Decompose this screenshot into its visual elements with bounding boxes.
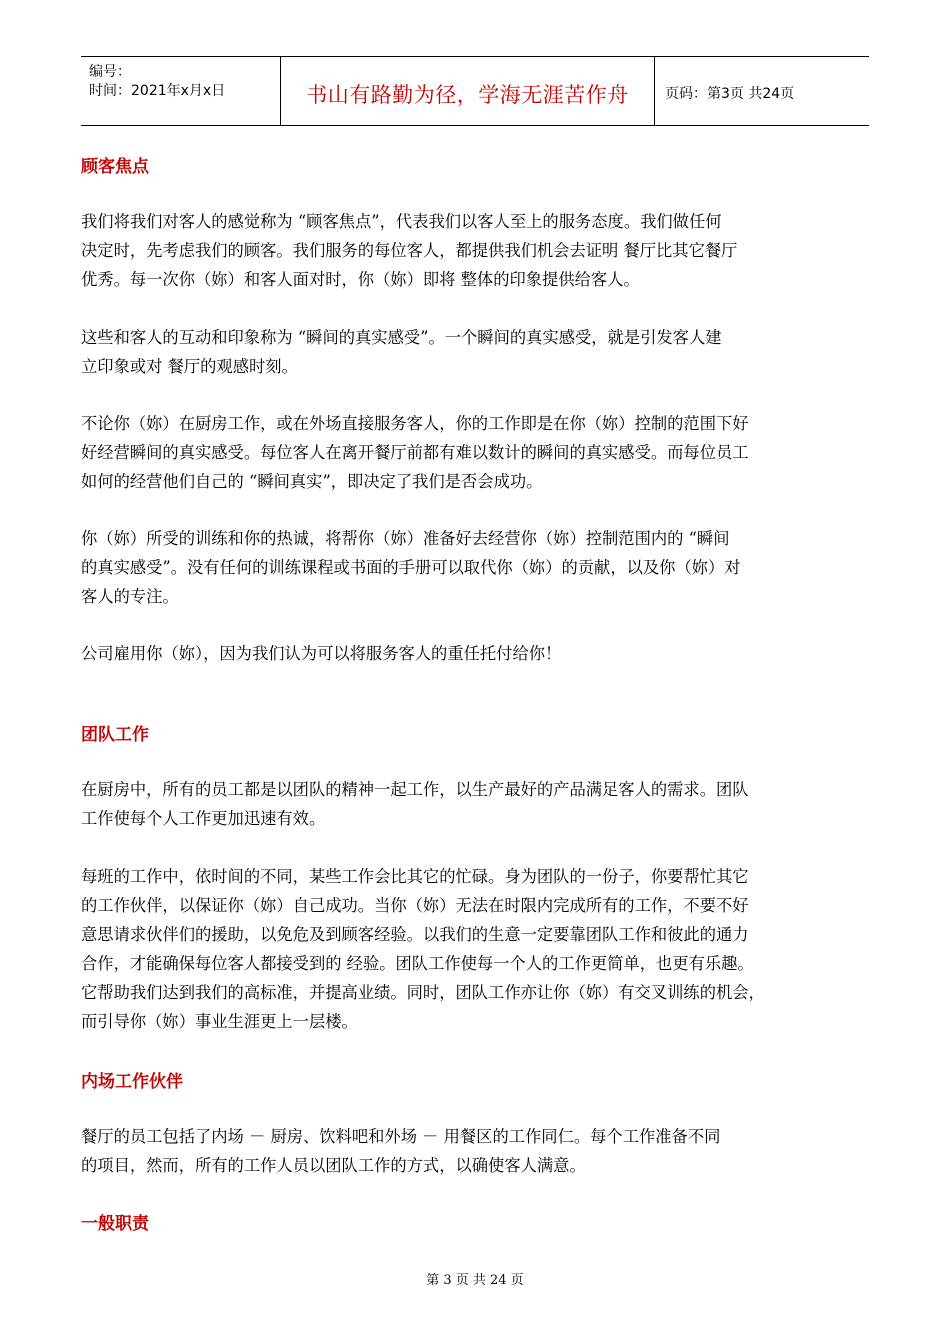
- paragraph-customer-focus-5: [81, 639, 871, 668]
- document-date-label: 时间：2021年x月x日: [89, 83, 226, 99]
- header-motto: 书山有路勤为径，学海无涯苦作舟: [306, 83, 629, 107]
- text-line: 公司雇用你（妳），因为我们认为可以将服务客人的重任托付给你！: [81, 644, 562, 663]
- paragraph-customer-focus-3: [81, 409, 871, 496]
- header-page-cell: [655, 57, 869, 125]
- text-line: 的项目，然而，所有的工作人员以团队工作的方式，以确使客人满意。: [81, 1156, 586, 1175]
- text-line: 合作，才能确保每位客人都接受到的 经验。团队工作使每一个人的工作更简单，也更有乐趣。: [81, 954, 754, 973]
- text-line: 立印象或对 餐厅的观感时刻。: [81, 357, 298, 376]
- text-line: 如何的经营他们自己的 “瞬间真实”，即决定了我们是否会成功。: [81, 472, 543, 491]
- text-line: 意思请求伙伴们的援助，以免危及到顾客经验。以我们的生意一定要靠团队工作和彼此的通力: [81, 925, 749, 944]
- text-line: 客人的专注。: [81, 587, 179, 606]
- paragraph-customer-focus-4: [81, 524, 871, 611]
- paragraph-customer-focus-1: [81, 207, 871, 294]
- section-title-general-duties: 一般职责: [81, 1214, 149, 1234]
- text-line: 在厨房中，所有的员工都是以团队的精神一起工作，以生产最好的产品满足客人的需求。团队: [81, 780, 749, 799]
- text-line: 每班的工作中，依时间的不同，某些工作会比其它的忙碌。身为团队的一份子，你要帮忙其它: [81, 867, 749, 886]
- header-page-info: 页码：第3页 共24页: [665, 86, 795, 102]
- text-line: 的真实感受”。没有任何的训练课程或书面的手册可以取代你（妳）的贡献，以及你（妳）对: [81, 558, 741, 577]
- page-footer: 第 3 页 共 24 页: [426, 1273, 524, 1288]
- text-line: 它帮助我们达到我们的高标准，并提高业绩。同时，团队工作亦让你（妳）有交叉训练的机会，: [81, 983, 765, 1002]
- text-line: 你（妳）所受的训练和你的热诚，将帮你（妳）准备好去经营你（妳）控制范围内的 “瞬间: [81, 529, 730, 548]
- text-line: 优秀。每一次你（妳）和客人面对时，你（妳）即将 整体的印象提供给客人。: [81, 270, 640, 289]
- text-line: 不论你（妳）在厨房工作，或在外场直接服务客人，你的工作即是在你（妳）控制的范围下好: [81, 414, 749, 433]
- paragraph-back-of-house-partners: [81, 1122, 871, 1180]
- paragraph-teamwork-2: [81, 862, 871, 1036]
- text-line: 的工作伙伴，以保证你（妳）自己成功。当你（妳）无法在时限内完成所有的工作，不要不好: [81, 896, 749, 915]
- text-line: 这些和客人的互动和印象称为 “瞬间的真实感受”。一个瞬间的真实感受，就是引发客人建: [81, 328, 722, 347]
- section-title-back-of-house-partners: 内场工作伙伴: [81, 1072, 183, 1092]
- text-line: 餐厅的员工包括了内场 － 厨房、饮料吧和外场 － 用餐区的工作同仁。每个工作准备不同: [81, 1127, 721, 1146]
- paragraph-customer-focus-2: [81, 323, 871, 381]
- paragraph-teamwork-1: [81, 775, 871, 833]
- text-line: 好经营瞬间的真实感受。每位客人在离开餐厅前都有难以数计的瞬间的真实感受。而每位员工: [81, 443, 749, 462]
- header-motto-cell: [281, 57, 655, 125]
- text-line: 我们将我们对客人的感觉称为 “顾客焦点”，代表我们以客人至上的服务态度。我们做任何: [81, 212, 722, 231]
- text-line: 工作使每个人工作更加迅速有效。: [81, 809, 326, 828]
- section-title-customer-focus: 顾客焦点: [81, 157, 149, 177]
- text-line: 决定时，先考虑我们的顾客。我们服务的每位客人，都提供我们机会去证明 餐厅比其它餐厅: [81, 241, 738, 260]
- header-meta-cell: [81, 57, 281, 125]
- text-line: 而引导你（妳）事业生涯更上一层楼。: [81, 1012, 358, 1031]
- document-number-label: 编号：: [89, 64, 131, 80]
- page-header: [81, 56, 869, 126]
- section-title-teamwork: 团队工作: [81, 725, 149, 745]
